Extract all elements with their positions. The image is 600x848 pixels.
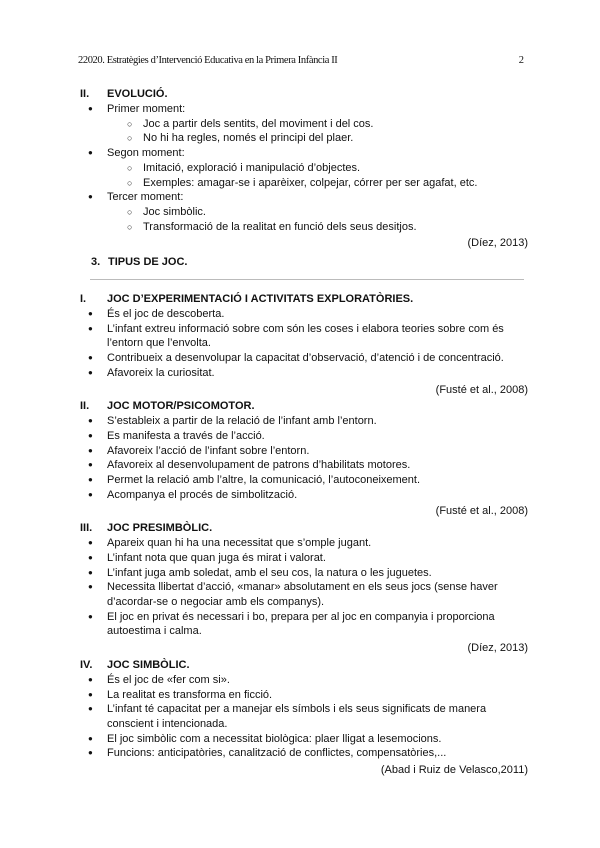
heading-number: 3. <box>91 256 101 269</box>
sub-list-item: ○ Joc a partir dels sentits, del moviment i del cos. <box>0 117 600 132</box>
sub-list-item: ○ Exemples: amagar-se i aparèixer, colpejar, córrer per ser agafat, etc. <box>0 176 600 191</box>
section-heading-presimbolic <box>0 521 600 536</box>
list-item: ● Es manifesta a través de l’acció. <box>0 429 600 444</box>
list-item: ● El joc en privat és necessari i bo, prepara per al joc en companyia i proporciona autoestima i calma. <box>0 610 600 639</box>
section-number: III. <box>80 522 93 535</box>
section-title: EVOLUCIÓ. <box>107 88 168 100</box>
list-item: ● L’infant té capacitat per a manejar els símbols i els seus significats de manera conscient i intencionada. <box>0 702 600 731</box>
list-item: ● La realitat es transforma en ficció. <box>0 688 600 703</box>
experimentacio-list <box>0 307 600 381</box>
simbolic-list <box>0 673 600 761</box>
document-title: 22020. Estratègies d’Intervenció Educativa en la Primera Infància II <box>78 55 338 66</box>
list-item: ● Tercer moment: <box>0 190 600 205</box>
citation: (Abad i Ruiz de Velasco,2011) <box>380 764 528 777</box>
list-item: ● Afavoreix l’acció de l’infant sobre l’entorn. <box>0 444 600 459</box>
sub-list-item: ○ No hi ha regles, només el principi del plaer. <box>0 131 600 146</box>
motor-list <box>0 414 600 502</box>
list-item: ● És el joc de «fer com si». <box>0 673 600 688</box>
citation: (Fusté et al., 2008) <box>435 505 528 518</box>
list-item: ● Permet la relació amb l’altre, la comunicació, l’autoconeixement. <box>0 473 600 488</box>
sub-list-item: ○ Transformació de la realitat en funció dels seus desitjos. <box>0 220 600 235</box>
section-heading-motor <box>0 399 600 414</box>
tipus-de-joc-heading <box>0 255 600 270</box>
list-item: ● Apareix quan hi ha una necessitat que s’omple jugant. <box>0 536 600 551</box>
section-heading-simbolic <box>0 658 600 673</box>
list-item: ● Acompanya el procés de simbolització. <box>0 488 600 503</box>
section-heading-experimentacio <box>0 292 600 307</box>
evolucio-list <box>0 102 600 234</box>
citation: (Díez, 2013) <box>467 642 528 655</box>
horizontal-divider <box>90 279 524 280</box>
page-header <box>78 55 524 66</box>
list-item: ● L’infant juga amb soledat, amb el seu cos, la natura o les juguetes. <box>0 566 600 581</box>
presimbolic-list <box>0 536 600 639</box>
section-number: II. <box>80 400 90 413</box>
list-item: ● Afavoreix la curiositat. <box>0 366 600 381</box>
section-number: IV. <box>80 658 93 671</box>
section-title: JOC PRESIMBÒLIC. <box>107 522 213 535</box>
list-item: ● S’estableix a partir de la relació de l’infant amb l’entorn. <box>0 414 600 429</box>
section-title: JOC MOTOR/PSICOMOTOR. <box>107 400 255 413</box>
list-item: ● Afavoreix al desenvolupament de patrons d’habilitats motores. <box>0 458 600 473</box>
sub-list-item: ○ Imitació, exploració i manipulació d’objectes. <box>0 161 600 176</box>
heading-title: TIPUS DE JOC. <box>108 256 188 269</box>
list-item: ● El joc simbòlic com a necessitat biològica: plaer lligat a lesemocions. <box>0 732 600 747</box>
page-number: 2 <box>518 55 524 66</box>
section-title: JOC D’EXPERIMENTACIÓ I ACTIVITATS EXPLORATÒRIES. <box>107 293 414 306</box>
list-item: ● Contribueix a desenvolupar la capacitat d’observació, d’atenció i de concentració. <box>0 351 600 366</box>
section-title: JOC SIMBÒLIC. <box>107 658 190 671</box>
section-number: I. <box>80 293 87 306</box>
list-item: ● Funcions: anticipatòries, canalització de conflictes, compensatòries,... <box>0 746 600 761</box>
citation: (Fusté et al., 2008) <box>435 383 528 396</box>
page-content <box>0 85 600 780</box>
list-item: ● És el joc de descoberta. <box>0 307 600 322</box>
section-number: II. <box>80 88 90 100</box>
list-item: ● L’infant nota que quan juga és mirat i valorat. <box>0 551 600 566</box>
list-item: ● L’infant extreu informació sobre com són les coses i elabora teories sobre com és l’entorn que l’envolta. <box>0 322 600 351</box>
citation: (Díez, 2013) <box>467 237 528 250</box>
section-heading-evolucio <box>0 87 600 102</box>
list-item: ● Necessita llibertat d’acció, «manar» absolutament en els seus jocs (sense haver d’acordar-se o negociar amb els companys). <box>0 580 600 609</box>
list-item: ● Primer moment: <box>0 102 600 117</box>
sub-list-item: ○ Joc simbòlic. <box>0 205 600 220</box>
list-item: ● Segon moment: <box>0 146 600 161</box>
